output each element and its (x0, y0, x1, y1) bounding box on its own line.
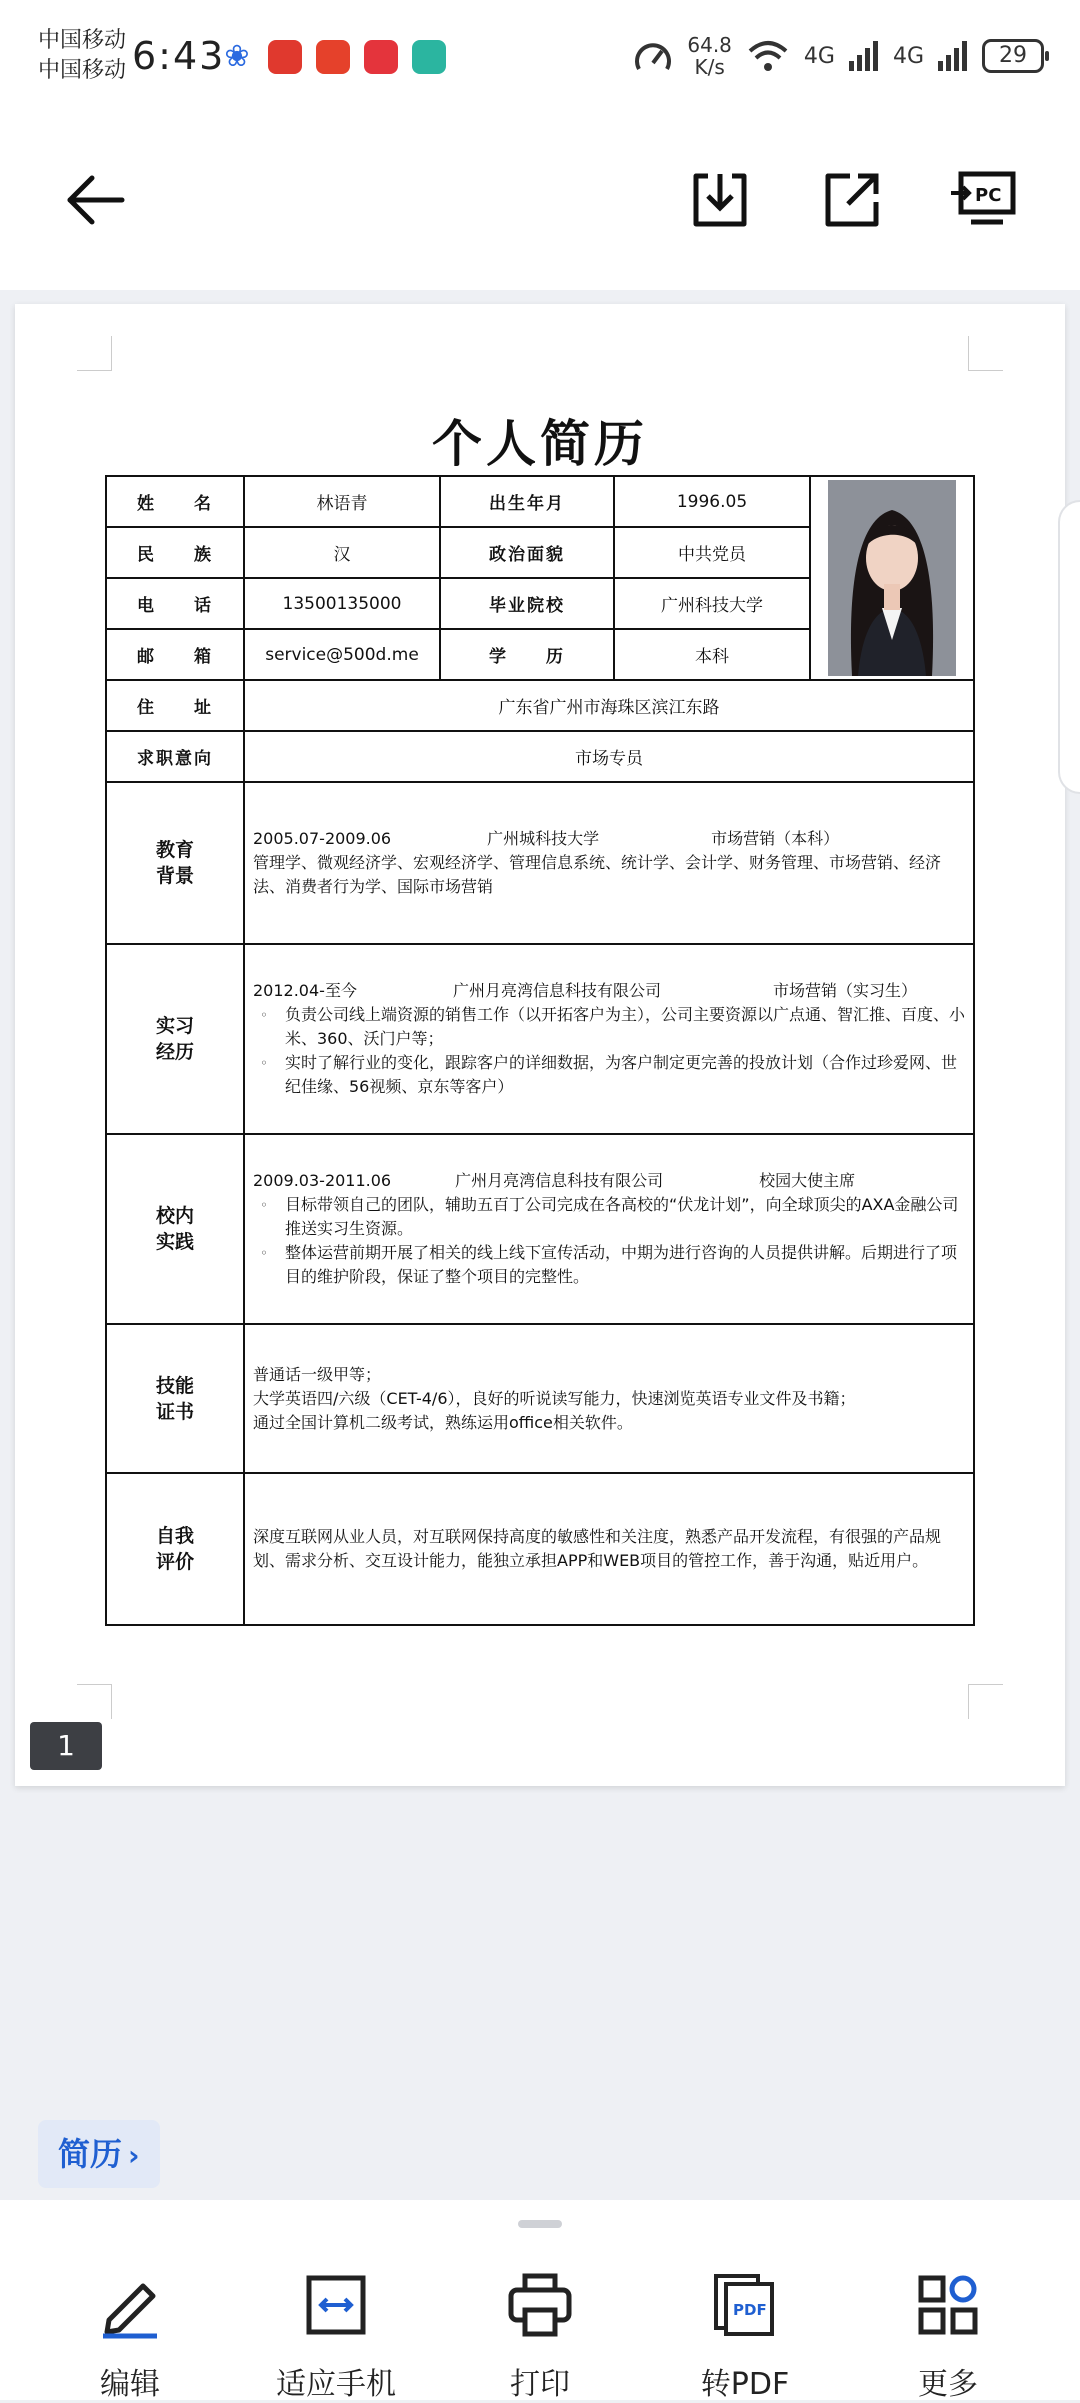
boss-app-icon (412, 40, 446, 74)
cast-to-pc-icon (951, 170, 1017, 230)
fit-width-icon (305, 2274, 367, 2336)
address-label: 住 址 (106, 680, 244, 731)
school-label: 毕业院校 (440, 578, 614, 629)
table-row (106, 731, 974, 782)
net-speed (687, 34, 732, 78)
notification-icons (220, 40, 446, 74)
page-corner-mark (77, 336, 112, 371)
carrier-info (38, 26, 126, 86)
internship-label-line2: 经历 (155, 1041, 194, 1063)
bullet-dot-icon: ◦ (260, 1008, 268, 1022)
document-tag-label: 简历 (58, 2135, 123, 2173)
self-eval-content: 深度互联网从业人员，对互联网保持高度的敏感性和关注度，熟悉产品开发流程，有很强的产品规划、需求分析、交互设计能力，能独立承担APP和WEB项目的管控工作，善于沟通，贴近用户。 (244, 1473, 974, 1625)
pen-icon (95, 2270, 165, 2340)
carrier-2: 中国移动 (38, 58, 127, 83)
battery-indicator: 29 (982, 39, 1044, 73)
document-page[interactable] (15, 304, 1065, 1786)
intent-value: 市场专员 (244, 731, 974, 782)
signal-bars-2-icon (938, 41, 968, 71)
campus-bullet-2: 整体运营前期开展了相关的线上线下宣传活动，中期为进行咨询的人员提供讲解。后期进行了项目的维护阶段，保证了整个项目的完整性。 (285, 1243, 958, 1286)
document-title: 个人简历 (432, 415, 648, 473)
ethnic-label: 民 族 (106, 527, 244, 578)
skills-label (106, 1324, 244, 1473)
printer-icon (507, 2272, 573, 2338)
pdf-badge: PDF (733, 2301, 767, 2319)
address-value: 广东省广州市海珠区滨江东路 (244, 680, 974, 731)
internship-content (244, 944, 974, 1134)
cast-to-pc-button[interactable] (944, 160, 1024, 240)
bullet-dot-icon: ◦ (260, 1246, 268, 1260)
skills-line-1: 普通话一级甲等； (253, 1364, 382, 1384)
portrait-image (828, 480, 956, 676)
phone-value: 13500135000 (244, 578, 440, 629)
internship-bullet-2: 实时了解行业的变化，跟踪客户的详细数据，为客户制定更完善的投放计划（合作过珍爱网、世纪佳缘、56视频、京东等客户） (285, 1053, 958, 1096)
skills-line-2: 大学英语四/六级（CET-4/6），良好的听说读写能力，快速浏览英语专业文件及书籍； (253, 1388, 856, 1408)
education-label (106, 782, 244, 944)
name-value: 林语青 (244, 476, 440, 527)
more-label: 更多 (918, 2367, 978, 2402)
degree-label: 学 历 (440, 629, 614, 680)
education-label-line1: 教育 (155, 839, 194, 861)
page-number-badge: 1 (30, 1722, 102, 1770)
video-app-icon (316, 40, 350, 74)
signal-1-label: 4G (803, 43, 835, 69)
school-value: 广州科技大学 (614, 578, 810, 629)
internship-header: 2012.04-至今 广州月亮湾信息科技有限公司 市场营销（实习生） (253, 981, 917, 1000)
share-icon (822, 170, 882, 230)
convert-pdf-label: 转PDF (700, 2367, 790, 2402)
signal-bars-1-icon (849, 41, 879, 71)
skills-content (244, 1324, 974, 1473)
campus-bullet-1: 目标带领自己的团队，辅助五百丁公司完成在各高校的“伏龙计划”，向全球顶尖的AXA金融公司推送实习生资源。 (285, 1195, 959, 1238)
back-button[interactable] (55, 160, 135, 240)
print-label: 打印 (510, 2367, 570, 2402)
page-corner-mark (968, 1684, 1003, 1719)
more-grid-icon (917, 2274, 979, 2336)
side-panel-handle[interactable] (1058, 500, 1080, 794)
education-label-line2: 背景 (155, 865, 194, 887)
speed-gauge-icon (633, 39, 673, 73)
edit-label: 编辑 (100, 2367, 160, 2402)
education-body: 管理学、微观经济学、宏观经济学、管理信息系统、统计学、会计学、财务管理、市场营销、经济法、消费者行为学、国际市场营销 (253, 853, 942, 896)
carrier-1: 中国移动 (38, 28, 127, 53)
education-content (244, 782, 974, 944)
status-bar (0, 0, 1080, 110)
top-toolbar (0, 110, 1080, 290)
birth-label: 出生年月 (440, 476, 614, 527)
phone-label: 电 话 (106, 578, 244, 629)
arrow-left-icon (64, 173, 126, 227)
photo-cell (810, 476, 974, 680)
wifi-icon (746, 39, 790, 73)
table-row (106, 1134, 974, 1324)
fit-phone-label: 适应手机 (276, 2367, 396, 2402)
drag-handle[interactable] (518, 2220, 562, 2228)
chevron-right-icon: › (128, 2139, 140, 2172)
baidu-app-icon: ❀ (224, 39, 250, 74)
table-row (106, 782, 974, 944)
name-label: 姓 名 (106, 476, 244, 527)
internship-label (106, 944, 244, 1134)
internship-bullet-1: 负责公司线上端资源的销售工作（以开拓客户为主），公司主要资源以广点通、智汇推、百度、小米、360、沃门户等； (285, 1005, 966, 1048)
political-label: 政治面貌 (440, 527, 614, 578)
xiaohongshu-app-icon (364, 40, 398, 74)
list-item (253, 1193, 965, 1241)
intent-label: 求职意向 (106, 731, 244, 782)
bottom-action-bar (0, 2200, 1080, 2400)
list-item (253, 1241, 965, 1289)
resume-table (105, 475, 975, 1626)
self-eval-label-line1: 自我 (155, 1525, 194, 1547)
bullet-dot-icon: ◦ (260, 1198, 268, 1212)
list-item (253, 1051, 965, 1099)
degree-value: 本科 (614, 629, 810, 680)
pc-label: PC (975, 185, 1002, 206)
campus-label-line2: 实践 (155, 1231, 194, 1253)
political-value: 中共党员 (614, 527, 810, 578)
campus-label (106, 1134, 244, 1324)
download-button[interactable] (680, 160, 760, 240)
education-header: 2005.07-2009.06 广州城科技大学 市场营销（本科） (253, 829, 840, 848)
share-button[interactable] (812, 160, 892, 240)
bullet-dot-icon: ◦ (260, 1056, 268, 1070)
self-eval-label-line2: 评价 (155, 1551, 194, 1573)
ethnic-value: 汉 (244, 527, 440, 578)
self-eval-label (106, 1473, 244, 1625)
campus-content (244, 1134, 974, 1324)
print-button[interactable] (450, 2265, 630, 2403)
status-indicators (633, 34, 1044, 78)
net-speed-unit: K/s (694, 55, 725, 79)
birth-value: 1996.05 (614, 476, 810, 527)
table-row (106, 680, 974, 731)
page-corner-mark (968, 336, 1003, 371)
table-row (106, 944, 974, 1134)
table-row (106, 476, 974, 527)
net-speed-value: 64.8 (687, 33, 732, 57)
list-item (253, 1003, 965, 1051)
more-button[interactable] (858, 2265, 1038, 2403)
campus-label-line1: 校内 (155, 1205, 194, 1227)
table-row (106, 1324, 974, 1473)
skills-label-line2: 证书 (155, 1400, 194, 1423)
skills-line-3: 通过全国计算机二级考试，熟练运用office相关软件。 (253, 1412, 633, 1432)
internship-label-line1: 实习 (155, 1015, 194, 1037)
download-icon (690, 170, 750, 230)
edit-button[interactable] (40, 2265, 220, 2403)
skills-label-line1: 技能 (155, 1374, 194, 1397)
profile-photo (828, 480, 956, 676)
pdf-icon (712, 2272, 778, 2338)
email-value: service@500d.me (244, 629, 440, 680)
mail-app-icon (268, 40, 302, 74)
campus-header: 2009.03-2011.06 广州月亮湾信息科技有限公司 校园大使主席 (253, 1171, 856, 1190)
signal-2-label: 4G (892, 43, 924, 69)
convert-pdf-button[interactable] (655, 2265, 835, 2403)
page-corner-mark (77, 1684, 112, 1719)
fit-phone-button[interactable] (246, 2265, 426, 2403)
document-tag-button[interactable] (38, 2120, 160, 2188)
clock: 6:43 (132, 34, 226, 78)
table-row (106, 1473, 974, 1625)
email-label: 邮 箱 (106, 629, 244, 680)
